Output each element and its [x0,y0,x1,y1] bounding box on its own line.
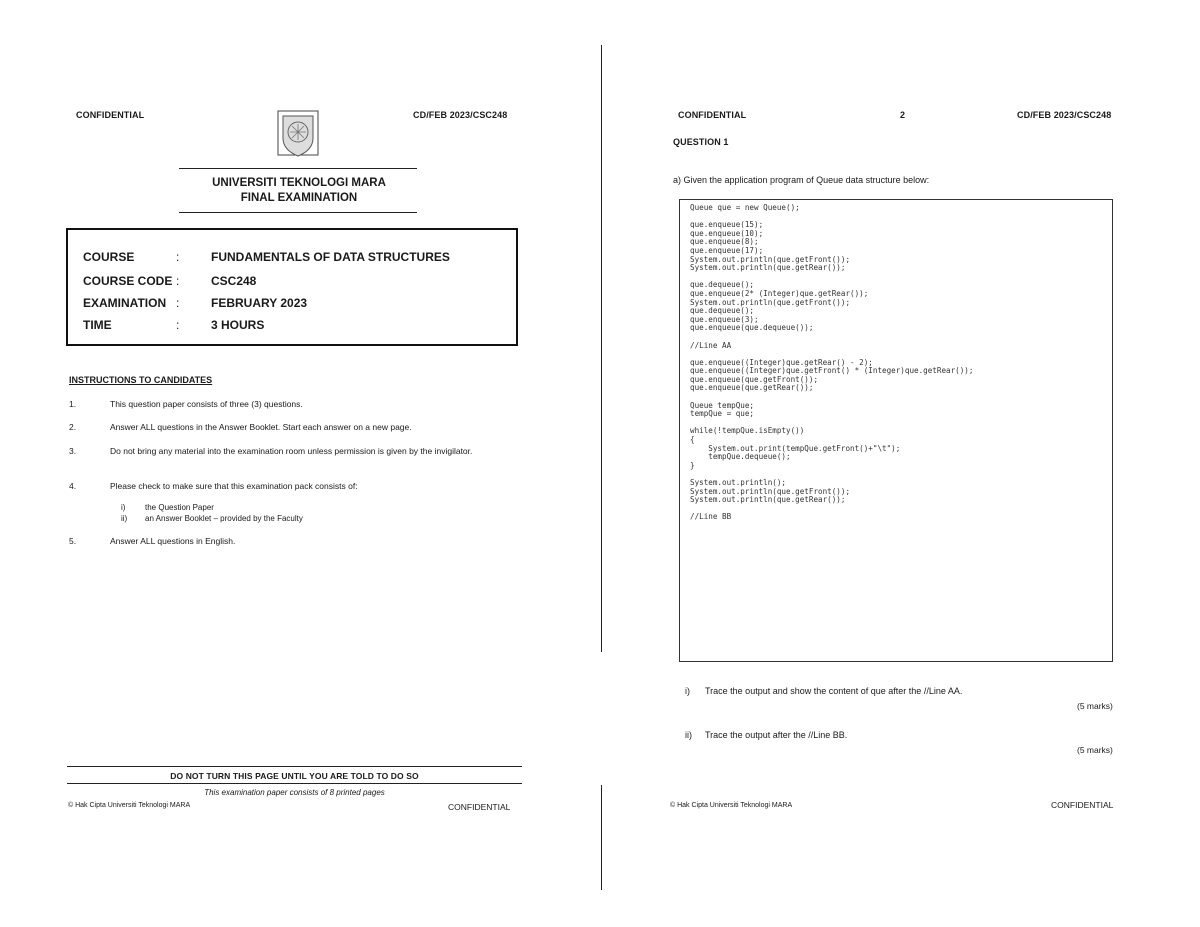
code-listing-box [679,199,1113,662]
course-label: COURSE [83,250,135,264]
sub-question-number: ii) [685,730,692,740]
sub-question-number: i) [685,686,690,696]
title-rule-bottom [179,212,417,213]
page-number: 2 [900,110,906,120]
course-info-box [66,228,518,346]
instruction-text: This question paper consists of three (3) questions. [110,399,303,409]
university-name: UNIVERSITI TEKNOLOGI MARA [212,177,386,189]
do-not-turn-notice: DO NOT TURN THIS PAGE UNTIL YOU ARE TOLD TO DO SO [170,771,419,781]
course-code-label: COURSE CODE [83,274,173,288]
instruction-number: 2. [69,422,77,432]
instruction-number: 4. [69,481,77,491]
time-value: 3 HOURS [211,318,265,332]
instruction-number: 5. [69,536,77,546]
pack-item-text: the Question Paper [145,503,214,512]
examination-label: EXAMINATION [83,296,167,310]
course-row: COURSE : FUNDAMENTALS OF DATA STRUCTURES [83,250,450,264]
instruction-number: 1. [69,399,77,409]
examination-row: EXAMINATION : FEBRUARY 2023 [83,296,308,310]
instruction-text: Answer ALL questions in English. [110,536,236,546]
instructions-title: INSTRUCTIONS TO CANDIDATES [69,375,213,385]
time-row: TIME : 3 HOURS [83,318,265,332]
footer-confidential: CONFIDENTIAL [1051,800,1114,810]
time-label: TIME [83,318,112,332]
university-crest-icon [277,110,319,160]
footer-confidential: CONFIDENTIAL [448,802,511,812]
copyright: © Hak Cipta Universiti Teknologi MARA [670,802,793,809]
header-paper-code: CD/FEB 2023/CSC248 [1017,110,1112,120]
question-title: QUESTION 1 [673,137,729,147]
footer-rule [67,766,522,767]
question-intro: a) Given the application program of Queue data structure below: [673,175,930,185]
instruction-text: Do not bring any material into the examination room unless permission is given by the invigilator. [110,446,473,456]
header-confidential-left: CONFIDENTIAL [76,110,145,120]
marks-label: (5 marks) [1077,701,1113,711]
course-value: FUNDAMENTALS OF DATA STRUCTURES [211,250,450,264]
pack-item-number: i) [121,503,126,512]
pack-item-number: ii) [121,514,128,523]
course-code-row: COURSE CODE : CSC248 [83,274,257,288]
instruction-text: Please check to make sure that this examination pack consists of: [110,481,358,491]
footer-rule-2 [67,783,522,784]
page-divider-left [601,45,602,652]
header-paper-code: CD/FEB 2023/CSC248 [413,110,508,120]
sub-question-text: Trace the output after the //Line BB. [705,730,848,740]
sub-question-text: Trace the output and show the content of que after the //Line AA. [705,686,963,696]
page-divider-lower [601,785,602,890]
examination-value: FEBRUARY 2023 [211,296,308,310]
header-confidential-left: CONFIDENTIAL [678,110,747,120]
code-listing: Queue que = new Queue(); que.enqueue(15); que.enqueue(10); que.enqueue(8); que.enqueue(17); System.out.println(que.getFront()); System.out.println(que.getRear()); que.dequeue(); que.enqueue(2* (Integer)que.getRear()); System.out.println(que.getFront()); que.dequeue(); que.enqueue(3); que.enqueue(que.dequeue()); //Line AA que.enqueue((Integer)que.getRear() - 2); que.enqueue((Integer)que.getFront() * (Integer)que.getRear()); que.enqueue(que.getFront()); que.enqueue(que.getRear()); Queue tempQue; tempQue = que; while(!tempQue.isEmpty()) { System.out.print(tempQue.getFront()+"\t"); tempQue.dequeue(); } System.out.println(); System.out.println(que.getFront()); System.out.println(que.getRear()); //Line BB [690,203,974,522]
instruction-number: 3. [69,446,77,456]
title-rule-top [179,168,417,169]
course-code-value: CSC248 [211,274,257,288]
pack-item-text: an Answer Booklet – provided by the Faculty [145,514,303,523]
exam-title: FINAL EXAMINATION [240,192,358,204]
printed-pages-note: This examination paper consists of 8 printed pages [204,788,385,797]
copyright: © Hak Cipta Universiti Teknologi MARA [68,802,191,809]
marks-label: (5 marks) [1077,745,1113,755]
instruction-text: Answer ALL questions in the Answer Booklet. Start each answer on a new page. [110,422,412,432]
